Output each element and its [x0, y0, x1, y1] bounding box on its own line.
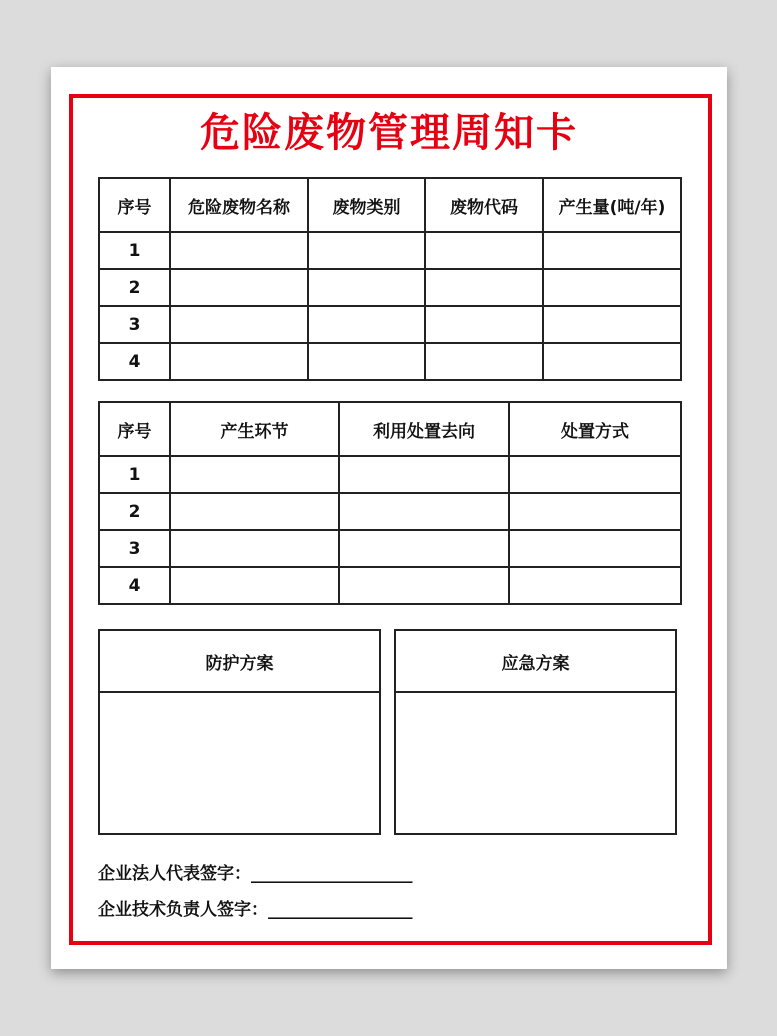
stage-cell[interactable] — [170, 456, 339, 493]
table-row — [99, 269, 681, 306]
header-cell: 废物类别 — [308, 178, 425, 232]
protection-plan-heading: 防护方案 — [100, 631, 379, 693]
waste-code-cell[interactable] — [425, 232, 543, 269]
table-row — [99, 343, 681, 380]
table-header-row — [99, 402, 681, 456]
row-number: 3 — [99, 306, 170, 343]
waste-code-cell[interactable] — [425, 343, 543, 380]
waste-category-cell[interactable] — [308, 269, 425, 306]
stage-cell[interactable] — [170, 530, 339, 567]
header-cell: 序号 — [99, 178, 170, 232]
row-number: 2 — [99, 493, 170, 530]
protection-plan-content[interactable] — [100, 693, 379, 835]
page-title: 危险废物管理周知卡 — [200, 110, 578, 156]
output-cell[interactable] — [543, 269, 681, 306]
notice-card — [51, 67, 727, 969]
output-cell[interactable] — [543, 343, 681, 380]
waste-category-cell[interactable] — [308, 232, 425, 269]
waste-name-cell[interactable] — [170, 343, 308, 380]
tech-lead-signature[interactable]: 企业技术负责人签字：_________________ — [98, 900, 413, 920]
row-number: 4 — [99, 343, 170, 380]
waste-name-cell[interactable] — [170, 306, 308, 343]
table-row — [99, 530, 681, 567]
emergency-plan-content[interactable] — [396, 693, 675, 835]
row-number: 1 — [99, 232, 170, 269]
row-number: 4 — [99, 567, 170, 604]
table-header-row — [99, 178, 681, 232]
stage-cell[interactable] — [170, 493, 339, 530]
output-cell[interactable] — [543, 306, 681, 343]
method-cell[interactable] — [509, 456, 681, 493]
destination-cell[interactable] — [339, 530, 509, 567]
protection-plan-box — [98, 629, 381, 835]
table-row — [99, 306, 681, 343]
waste-info-table — [98, 177, 682, 381]
table-row — [99, 567, 681, 604]
emergency-plan-heading: 应急方案 — [396, 631, 675, 693]
row-number: 2 — [99, 269, 170, 306]
waste-name-cell[interactable] — [170, 269, 308, 306]
waste-name-cell[interactable] — [170, 232, 308, 269]
destination-cell[interactable] — [339, 456, 509, 493]
destination-cell[interactable] — [339, 493, 509, 530]
method-cell[interactable] — [509, 567, 681, 604]
legal-rep-signature[interactable]: 企业法人代表签字：___________________ — [98, 864, 413, 884]
header-cell: 序号 — [99, 402, 170, 456]
table-row — [99, 456, 681, 493]
header-cell: 产生环节 — [170, 402, 339, 456]
destination-cell[interactable] — [339, 567, 509, 604]
header-cell: 产生量(吨/年) — [543, 178, 681, 232]
header-cell: 废物代码 — [425, 178, 543, 232]
row-number: 1 — [99, 456, 170, 493]
method-cell[interactable] — [509, 530, 681, 567]
table-row — [99, 493, 681, 530]
header-cell: 危险废物名称 — [170, 178, 308, 232]
emergency-plan-box — [394, 629, 677, 835]
header-cell: 处置方式 — [509, 402, 681, 456]
row-number: 3 — [99, 530, 170, 567]
waste-category-cell[interactable] — [308, 343, 425, 380]
waste-category-cell[interactable] — [308, 306, 425, 343]
disposal-table — [98, 401, 682, 605]
method-cell[interactable] — [509, 493, 681, 530]
table-row — [99, 232, 681, 269]
waste-code-cell[interactable] — [425, 269, 543, 306]
stage-cell[interactable] — [170, 567, 339, 604]
waste-code-cell[interactable] — [425, 306, 543, 343]
header-cell: 利用处置去向 — [339, 402, 509, 456]
output-cell[interactable] — [543, 232, 681, 269]
